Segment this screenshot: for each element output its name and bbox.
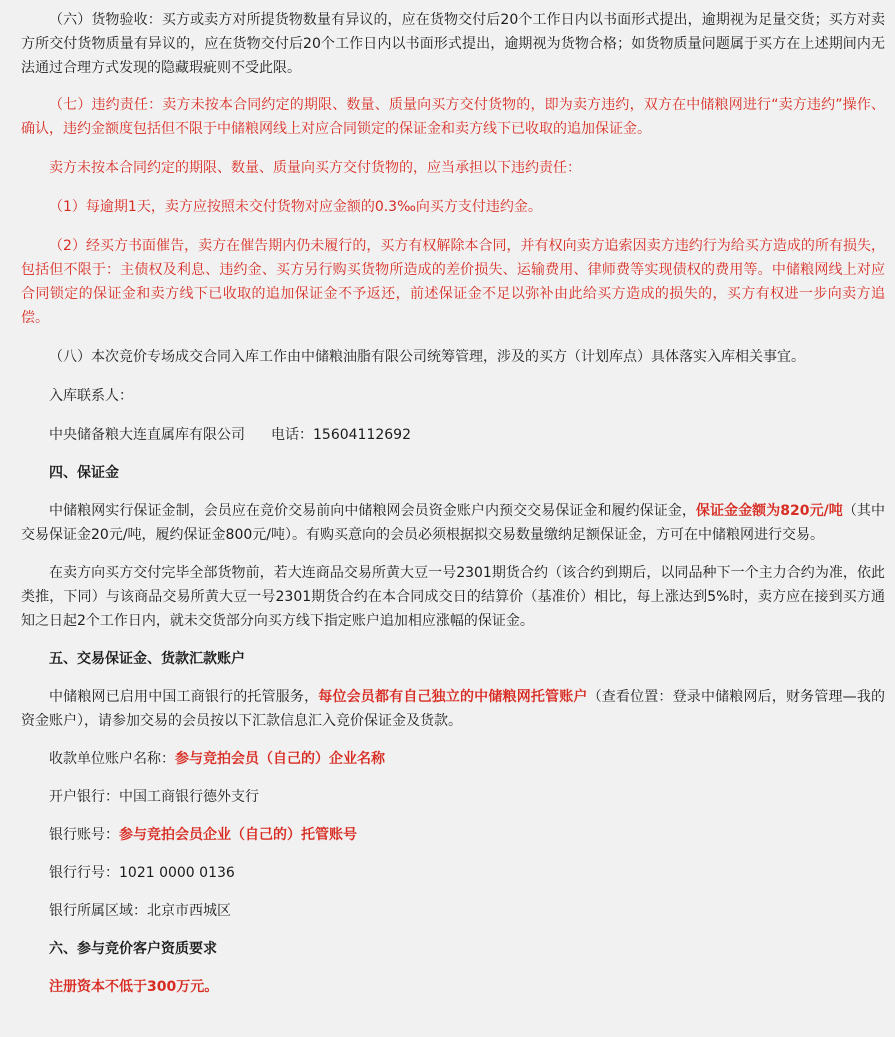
account-number-value: 参与竞拍会员企业（自己的）托管账号 — [119, 827, 357, 843]
account-number-label: 银行账号： — [49, 827, 119, 843]
clause-6-inspection: （六）货物验收：买方或卖方对所提货物数量有异议的，应在货物交付后20个工作日内以书面形式提出，逾期视为足量交货；买方对卖方所交付货物质量有异议的，应在货物交付后20个工作日内以书面形式提出，逾期视为货物合格；如货物质量问题属于买方在上述期间内无法通过合理方式发现的隐藏瑕疵则不受此限。 — [21, 12, 885, 76]
section-4-title: 四、保证金 — [49, 465, 119, 481]
section-4-text-a: 中储粮网实行保证金制，会员应在竞价交易前向中储粮网会员资金账户内预交交易保证金和履约保证金， — [49, 503, 696, 519]
account-name-label: 收款单位账户名称： — [49, 751, 175, 767]
deposit-amount-highlight: 保证金金额为820元/吨 — [695, 503, 843, 519]
account-name-value: 参与竞拍会员（自己的）企业名称 — [175, 751, 385, 767]
bank-region-line: 银行所属区域：北京市西城区 — [49, 903, 231, 919]
section-5-paragraph-1 — [21, 685, 885, 733]
section-5-text-c: （查看位置：登录中储粮网后，财务管理—我的资金账户），请参加交易的会员按以下汇款信息汇入竞价保证金及货款。 — [21, 689, 886, 729]
account-number-line — [21, 823, 885, 847]
clause-7-subheading: 卖方未按本合同约定的期限、数量、质量向买方交付货物的，应当承担以下违约责任： — [49, 160, 581, 176]
clause-8-warehousing: （八）本次竞价专场成交合同入库工作由中储粮油脂有限公司统筹管理，涉及的买方（计划库点）具体落实入库相关事宜。 — [49, 349, 805, 365]
section-4-text-c: （其中交易保证金20元/吨，履约保证金800元/吨）。有购买意向的会员必须根据拟交易数量缴纳足额保证金，方可在中储粮网进行交易。 — [21, 503, 886, 543]
clause-7-item-1: （1）每逾期1天，卖方应按照未交付货物对应金额的0.3‰向买方支付违约金。 — [49, 199, 542, 215]
clause-7-breach: （七）违约责任：卖方未按本合同约定的期限、数量、质量向买方交付货物的，即为卖方违约，双方在中储粮网进行“卖方违约”操作、确认，违约金额度包括但不限于中储粮网线上对应合同锁定的保证金和卖方线下已收取的追加保证金。 — [21, 97, 885, 137]
account-name-line — [21, 747, 885, 771]
section-5-title: 五、交易保证金、货款汇款账户 — [49, 651, 245, 667]
contact-line — [21, 423, 885, 447]
section-5-text-a: 中储粮网已启用中国工商银行的托管服务， — [49, 689, 319, 705]
bank-code-line: 银行行号：1021 0000 0136 — [49, 865, 235, 881]
section-4-paragraph-2: 在卖方向买方交付完毕全部货物前，若大连商品交易所黄大豆一号2301期货合约（该合约到期后，以同品种下一个主力合约为准，依此类推，下同）与该商品交易所黄大豆一号2301期货合约在本合同成交日的结算价（基准价）相比，每上涨达到5%时，卖方应在接到买方通知之日起2个工作日内，就未交货部分向买方线下指定账户追加相应涨幅的保证金。 — [21, 565, 885, 629]
clause-7-item-2: （2）经买方书面催告，卖方在催告期内仍未履行的，买方有权解除本合同，并有权向卖方追索因卖方违约行为给买方造成的所有损失，包括但不限于：主债权及利息、违约金、买方另行购买货物所造成的差价损失、运输费用、律师费等实现债权的费用等。中储粮网线上对应合同锁定的保证金和卖方线下已收取的追加保证金不予返还，前述保证金不足以弥补由此给买方造成的损失的，买方有权进一步向卖方追偿。 — [21, 238, 885, 326]
section-4-paragraph-1 — [21, 499, 885, 547]
section-6-title: 六、参与竞价客户资质要求 — [49, 941, 217, 957]
contact-phone: 电话：15604112692 — [271, 427, 411, 443]
registered-capital-requirement: 注册资本不低于300万元。 — [49, 979, 219, 995]
contact-company: 中央储备粮大连直属库有限公司 — [49, 427, 245, 443]
contact-label: 入库联系人： — [49, 388, 133, 404]
bank-name-line: 开户银行：中国工商银行德外支行 — [49, 789, 259, 805]
custody-account-highlight: 每位会员都有自己独立的中储粮网托管账户 — [318, 689, 588, 705]
